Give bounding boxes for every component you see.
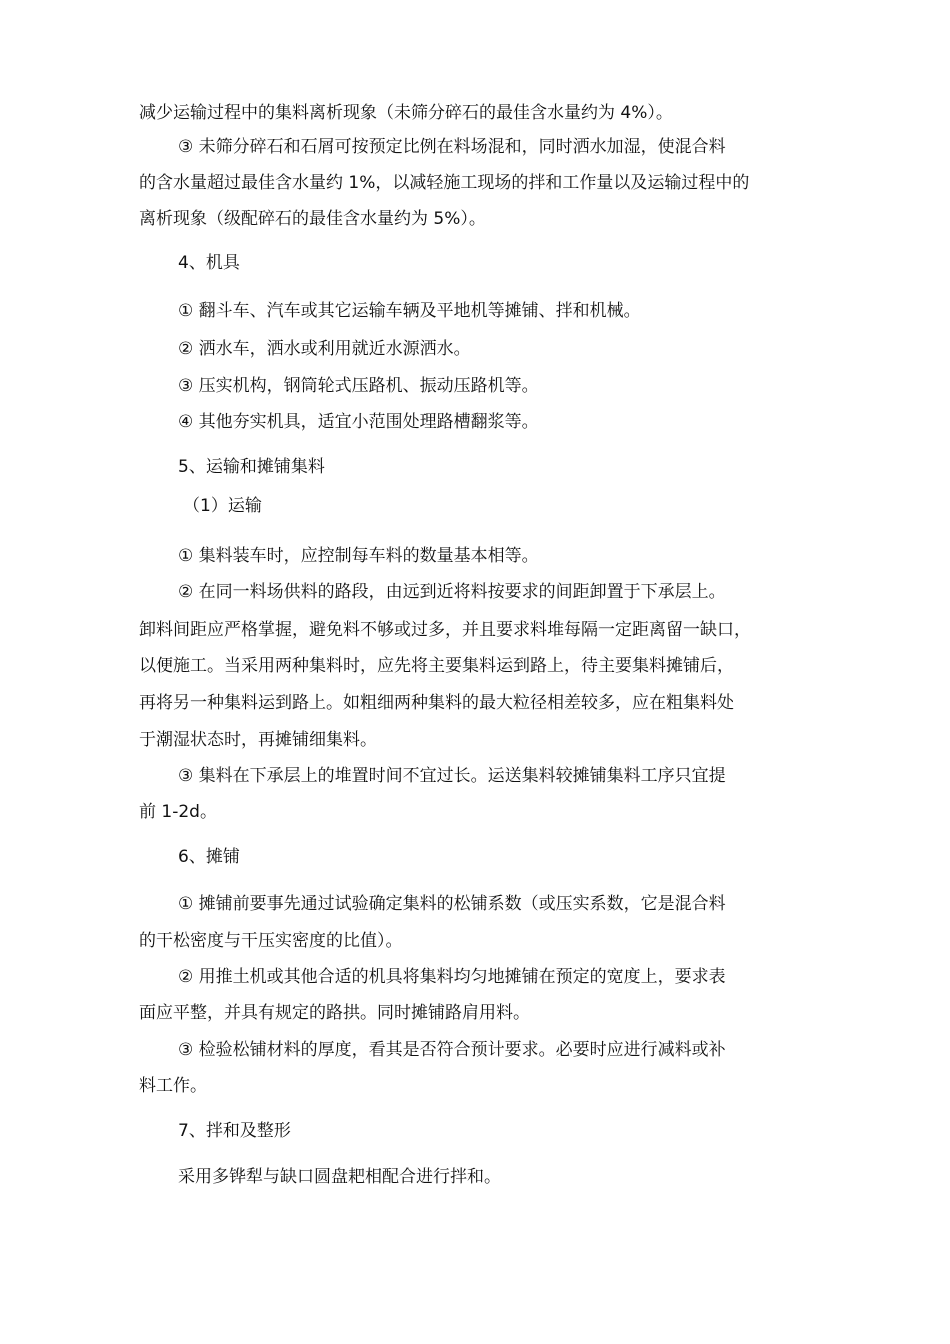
paragraph-line: 采用多铧犁与缺口圆盘耙相配合进行拌和。 (178, 1167, 501, 1187)
section-heading: 6、摊铺 (178, 847, 240, 867)
paragraph-line: 卸料间距应严格掌握，避免料不够或过多，并且要求料堆每隔一定距离留一缺口， (139, 620, 751, 640)
list-item: ③ 检验松铺材料的厚度，看其是否符合预计要求。必要时应进行减料或补 (178, 1040, 726, 1060)
list-item: ③ 集料在下承层上的堆置时间不宜过长。运送集料较摊铺集料工序只宜提 (178, 766, 726, 786)
paragraph-line: 的干松密度与干压实密度的比值）。 (139, 931, 403, 951)
list-item: ③ 压实机构，钢筒轮式压路机、振动压路机等。 (178, 376, 539, 396)
paragraph-line: 以便施工。当采用两种集料时，应先将主要集料运到路上，待主要集料摊铺后， (139, 656, 734, 676)
list-item: ④ 其他夯实机具，适宜小范围处理路槽翻浆等。 (178, 412, 539, 432)
paragraph-line: 面应平整，并具有规定的路拱。同时摊铺路肩用料。 (139, 1003, 530, 1023)
list-item: ① 翻斗车、汽车或其它运输车辆及平地机等摊铺、拌和机械。 (178, 301, 641, 321)
section-heading: 7、拌和及整形 (178, 1121, 291, 1141)
paragraph-line: 前 1-2d。 (139, 802, 217, 822)
subsection-heading: （1）运输 (183, 496, 262, 516)
paragraph-line: ③ 未筛分碎石和石屑可按预定比例在料场混和，同时洒水加湿，使混合料 (178, 137, 726, 157)
paragraph-line: 减少运输过程中的集料离析现象（未筛分碎石的最佳含水量约为 4%）。 (139, 103, 673, 123)
paragraph-line: 离析现象（级配碎石的最佳含水量约为 5%）。 (139, 209, 486, 229)
list-item: ② 洒水车，洒水或利用就近水源洒水。 (178, 339, 471, 359)
list-item: ② 在同一料场供料的路段，由远到近将料按要求的间距卸置于下承层上。 (178, 582, 726, 602)
section-heading: 4、机具 (178, 253, 240, 273)
paragraph-line: 于潮湿状态时，再摊铺细集料。 (139, 730, 377, 750)
list-item: ① 摊铺前要事先通过试验确定集料的松铺系数（或压实系数，它是混合料 (178, 894, 726, 914)
list-item: ② 用推土机或其他合适的机具将集料均匀地摊铺在预定的宽度上，要求表 (178, 967, 726, 987)
paragraph-line: 料工作。 (139, 1076, 207, 1096)
paragraph-line: 再将另一种集料运到路上。如粗细两种集料的最大粒径相差较多，应在粗集料处 (139, 693, 734, 713)
paragraph-line: 的含水量超过最佳含水量约 1%，以减轻施工现场的拌和工作量以及运输过程中的 (139, 173, 750, 193)
section-heading: 5、运输和摊铺集料 (178, 457, 325, 477)
list-item: ① 集料装车时，应控制每车料的数量基本相等。 (178, 546, 539, 566)
